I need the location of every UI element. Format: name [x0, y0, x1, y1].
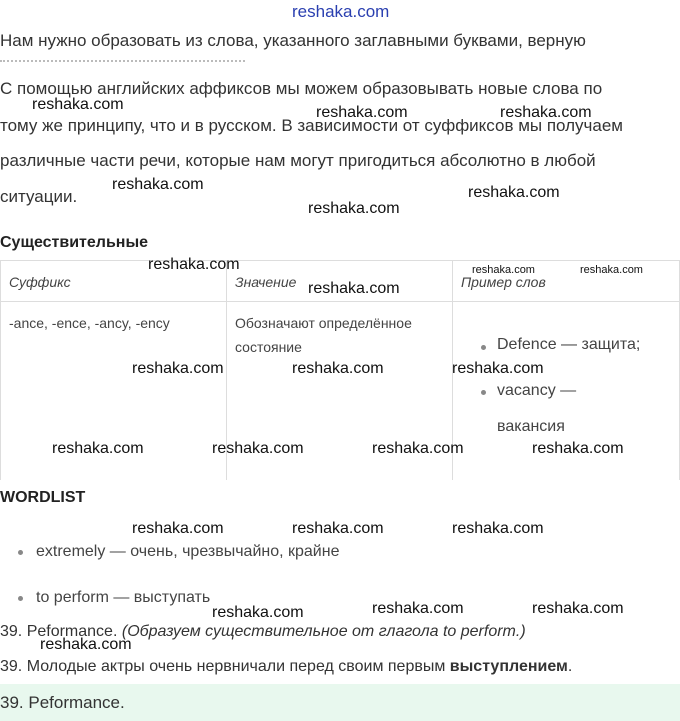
intro-line: различные части речи, которые нам могут пригодиться абсолютно в любой	[0, 151, 596, 170]
example-item: vacancy —	[497, 382, 577, 399]
watermark: reshaka.com	[452, 520, 544, 537]
watermark: reshaka.com	[212, 440, 304, 457]
wordlist-item: extremely — очень, чрезвычайно, крайне	[36, 543, 340, 560]
bullet-icon	[18, 596, 23, 601]
watermark: reshaka.com	[132, 520, 224, 537]
watermark: reshaka.com	[500, 104, 592, 121]
example-item: вакансия	[497, 418, 565, 435]
bullet-icon	[481, 390, 486, 395]
watermark: reshaka.com	[32, 96, 124, 113]
watermark: reshaka.com	[52, 440, 144, 457]
watermark: reshaka.com	[452, 360, 544, 377]
watermark: reshaka.com	[308, 200, 400, 217]
watermark: reshaka.com	[148, 256, 240, 273]
table-header-suffix: Суффикс	[9, 274, 71, 290]
watermark: reshaka.com	[308, 280, 400, 297]
answer-text: 39. Peformance.	[0, 693, 125, 712]
watermark: reshaka.com	[132, 360, 224, 377]
table-cell-meaning: Обозначают определённое	[235, 315, 412, 331]
section-heading: Существительные	[0, 234, 149, 251]
clipped-text-line	[0, 60, 245, 65]
wordlist-item: to perform — выступать	[36, 589, 211, 606]
table-header-meaning: Значение	[235, 274, 297, 290]
watermark: reshaka.com	[40, 636, 132, 653]
watermark: reshaka.com	[468, 184, 560, 201]
bullet-icon	[481, 345, 486, 350]
watermark: reshaka.com	[580, 264, 643, 276]
table-header-examples: Пример слов	[461, 274, 546, 290]
task-note: (Образуем существительное от глагола to perform.)	[121, 623, 526, 640]
intro-line: Нам нужно образовать из слова, указанного заглавными буквами, верную	[0, 31, 586, 50]
watermark: reshaka.com	[472, 264, 535, 276]
watermark: reshaka.com	[532, 440, 624, 457]
example-item: Defence — защита;	[497, 336, 641, 353]
table-cell-meaning: состояние	[235, 339, 302, 355]
bullet-icon	[18, 550, 23, 555]
task-number: 39. Peformance.	[0, 623, 118, 640]
intro-line: С помощью английских аффиксов мы можем образовывать новые слова по	[0, 79, 603, 98]
watermark: reshaka.com	[212, 604, 304, 621]
table-cell-suffix: -ance, -ence, -ancy, -ency	[9, 315, 170, 331]
task-sentence	[0, 658, 572, 676]
watermark: reshaka.com	[372, 600, 464, 617]
intro-line: ситуации.	[0, 187, 78, 206]
sentence-end: .	[567, 658, 573, 675]
sentence-bold-word: выступлением	[449, 658, 568, 675]
watermark: reshaka.com	[112, 176, 204, 193]
watermark: reshaka.com	[292, 2, 390, 21]
watermark: reshaka.com	[292, 520, 384, 537]
intro-line: тому же принципу, что и в русском. В зависимости от суффиксов мы получаем	[0, 116, 623, 135]
answer-box	[0, 684, 680, 721]
wordlist-heading: WORDLIST	[0, 489, 86, 506]
watermark: reshaka.com	[372, 440, 464, 457]
sentence-text: 39. Молодые актры очень нервничали перед своим первым	[0, 658, 450, 675]
watermark: reshaka.com	[316, 104, 408, 121]
watermark: reshaka.com	[532, 600, 624, 617]
watermark: reshaka.com	[292, 360, 384, 377]
